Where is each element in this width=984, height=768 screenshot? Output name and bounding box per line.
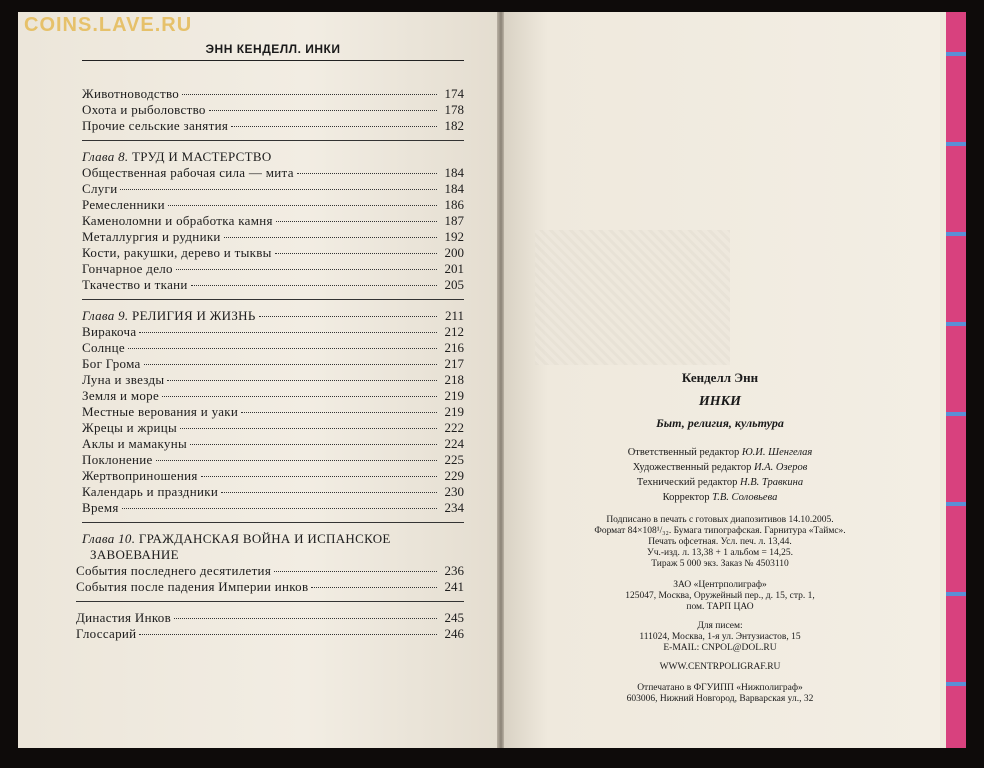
staff-role: Художественный редактор: [632, 462, 752, 473]
chapter-number: Глава 10.: [82, 531, 136, 546]
toc-entry: [82, 118, 464, 134]
show-through-plate: [535, 230, 730, 365]
toc-entry: [82, 500, 464, 516]
staff-role: Технический редактор: [636, 477, 738, 488]
toc-entry-title: Ткачество и ткани: [82, 277, 188, 292]
toc-entry-page: 246: [444, 626, 464, 641]
publisher-info: [520, 580, 920, 613]
publisher-line: ЗАО «Центрполиграф»: [673, 580, 767, 590]
toc-entry: [82, 197, 464, 213]
toc-entry-page: 187: [444, 213, 464, 228]
chapter-number: Глава 8.: [82, 149, 129, 164]
toc-entry-title: Жертвоприношения: [82, 468, 198, 483]
toc-entry: [82, 484, 464, 500]
toc-entry-page: 216: [444, 340, 464, 355]
spec-line: Формат 84×108¹/₃₂. Бумага типографская. Гарнитура «Таймс».: [594, 526, 846, 536]
toc-entry-page: 178: [444, 102, 464, 117]
toc-entry: [82, 324, 464, 340]
toc-entry: [76, 610, 464, 626]
toc-entry-page: 236: [444, 563, 464, 578]
toc-entry-title: Жрецы и жрицы: [82, 420, 178, 435]
toc-entry: [82, 245, 464, 261]
staff-role: Ответственный редактор: [627, 447, 740, 458]
toc-entry: [82, 452, 464, 468]
toc-entry-page: 234: [444, 500, 464, 515]
letters-line: 111024, Москва, 1-я ул. Энтузиастов, 15: [639, 632, 801, 642]
imprint-block: [520, 370, 920, 705]
toc-entry-page: 205: [444, 277, 464, 292]
toc-entry: [82, 165, 464, 181]
printer-info: [520, 683, 920, 705]
toc-entry: [82, 340, 464, 356]
toc-entry-title: Династия Инков: [76, 610, 172, 625]
toc-entry: [82, 356, 464, 372]
toc-entry: [82, 181, 464, 197]
spec-line: Печать офсетная. Усл. печ. л. 13,44.: [648, 537, 792, 547]
staff-role: Корректор: [662, 492, 710, 503]
toc-entry-title: Аклы и мамакуны: [82, 436, 188, 451]
toc-entry-page: 184: [444, 165, 464, 180]
toc-entry-title: Гончарное дело: [82, 261, 173, 276]
toc-entry-page: 245: [444, 610, 464, 625]
toc-entry-title: Металлургия и рудники: [82, 229, 221, 244]
toc-entry-title: Общественная рабочая сила — мита: [82, 165, 294, 180]
chapter-title: РЕЛИГИЯ И ЖИЗНЬ: [132, 308, 256, 323]
toc-entry-page: 201: [444, 261, 464, 276]
spec-line: Уч.-изд. л. 13,38 + 1 альбом = 14,25.: [646, 548, 794, 558]
toc-entry-title: Время: [82, 500, 119, 515]
toc-entry: [82, 213, 464, 229]
toc-entry-page: 229: [444, 468, 464, 483]
toc-entry-page: 200: [444, 245, 464, 260]
toc-entry-page: 224: [444, 436, 464, 451]
letters-line: Для писем:: [697, 621, 743, 631]
toc-entry: [82, 388, 464, 404]
staff-line: [520, 445, 920, 460]
cover-edge: [940, 12, 966, 748]
toc-entry: [76, 626, 464, 642]
staff-line: [520, 460, 920, 475]
toc-entry-title: Прочие сельские занятия: [82, 118, 229, 133]
toc-entry-title: Глоссарий: [76, 626, 137, 641]
chapter-title: ТРУД И МАСТЕРСТВО: [132, 149, 272, 164]
section-divider: [82, 522, 464, 523]
toc-entry-page: 212: [444, 324, 464, 339]
chapter-9-heading: [82, 308, 464, 324]
toc-entry: [82, 420, 464, 436]
chapter-8-heading: [82, 149, 464, 165]
toc-entry-page: 219: [444, 388, 464, 403]
book-subtitle: Быт, религия, культура: [656, 416, 784, 430]
toc-entry-title: Бог Грома: [82, 356, 141, 371]
site-watermark: COINS.LAVE.RU: [24, 14, 193, 36]
chapter-title: ГРАЖДАНСКАЯ ВОЙНА И ИСПАНСКОЕ: [138, 531, 391, 546]
toc-entry: [82, 261, 464, 277]
toc-entry-page: 182: [444, 118, 464, 133]
publisher-website: WWW.CENTRPOLIGRAF.RU: [659, 662, 781, 672]
toc-entry-title: Луна и звезды: [82, 372, 165, 387]
toc-entry-page: 241: [444, 579, 464, 594]
publisher-line: пом. ТАРП ЦАО: [686, 602, 754, 612]
toc-entry-title: Солнце: [82, 340, 125, 355]
toc-entry-title: Животноводство: [82, 86, 180, 101]
toc-entry-title: Местные верования и уаки: [82, 404, 239, 419]
letters-line: E-MAIL: CNPOL@DOL.RU: [663, 643, 777, 653]
print-specs: [520, 515, 920, 570]
running-head: ЭНН КЕНДЕЛЛ. ИНКИ: [82, 42, 464, 61]
letters-address: [520, 621, 920, 654]
toc-entry-title: События последнего десятилетия: [76, 563, 272, 578]
section-divider: [82, 140, 464, 141]
spec-line: Тираж 5 000 экз. Заказ № 4503110: [651, 559, 789, 569]
toc-entry-title: Кости, ракушки, дерево и тыквы: [82, 245, 272, 260]
table-of-contents: [76, 86, 464, 642]
toc-entry-title: События после падения Империи инков: [76, 579, 309, 594]
editorial-staff: [520, 445, 920, 505]
toc-entry-page: 184: [444, 181, 464, 196]
toc-entry-title: Земля и море: [82, 388, 160, 403]
toc-entry-page: 230: [444, 484, 464, 499]
toc-entry-title: Поклонение: [82, 452, 153, 467]
book-author: Кенделл Энн: [681, 370, 759, 385]
toc-entry-page: 219: [444, 404, 464, 419]
chapter-10-heading: [82, 531, 464, 547]
toc-entry-page: 211: [444, 308, 464, 323]
toc-entry-title: Виракоча: [82, 324, 137, 339]
chapter-number: Глава 9.: [82, 308, 129, 323]
toc-entry-title: Охота и рыболовство: [82, 102, 206, 117]
staff-name: Т.В. Соловьева: [712, 492, 778, 503]
toc-entry: [76, 563, 464, 579]
toc-entry: [82, 372, 464, 388]
chapter-title-cont: ЗАВОЕВАНИЕ: [90, 547, 179, 562]
spec-line: Подписано в печать с готовых диапозитивов 14.10.2005.: [606, 515, 834, 525]
toc-entry: [82, 277, 464, 293]
toc-entry-page: 218: [444, 372, 464, 387]
toc-entry-page: 192: [444, 229, 464, 244]
printer-line: 603006, Нижний Новгород, Варварская ул., 32: [626, 694, 814, 704]
toc-entry: [82, 229, 464, 245]
toc-entry-page: 225: [444, 452, 464, 467]
toc-entry: [82, 468, 464, 484]
toc-group-top: [82, 86, 464, 134]
section-divider: [82, 299, 464, 300]
toc-entry-page: 222: [444, 420, 464, 435]
chapter-10-heading-cont: [82, 547, 464, 563]
toc-entry-title: Календарь и праздники: [82, 484, 219, 499]
section-divider: [76, 601, 464, 602]
toc-entry: [82, 102, 464, 118]
toc-entry-page: 186: [444, 197, 464, 212]
staff-line: [520, 490, 920, 505]
staff-line: [520, 475, 920, 490]
staff-name: И.А. Озеров: [754, 462, 808, 473]
staff-name: Н.В. Травкина: [740, 477, 804, 488]
publisher-line: 125047, Москва, Оружейный пер., д. 15, стр. 1,: [625, 591, 815, 601]
book-title: ИНКИ: [698, 394, 742, 409]
toc-entry: [76, 579, 464, 595]
toc-entry: [82, 436, 464, 452]
toc-entry-page: 217: [444, 356, 464, 371]
toc-entry-title: Ремесленники: [82, 197, 165, 212]
printer-line: Отпечатано в ФГУИПП «Нижполиграф»: [637, 683, 803, 693]
toc-entry-page: 174: [444, 86, 464, 101]
staff-name: Ю.И. Шенгелая: [741, 447, 813, 458]
toc-entry-title: Слуги: [82, 181, 118, 196]
toc-entry: [82, 86, 464, 102]
toc-entry-title: Каменоломни и обработка камня: [82, 213, 273, 228]
toc-entry: [82, 404, 464, 420]
